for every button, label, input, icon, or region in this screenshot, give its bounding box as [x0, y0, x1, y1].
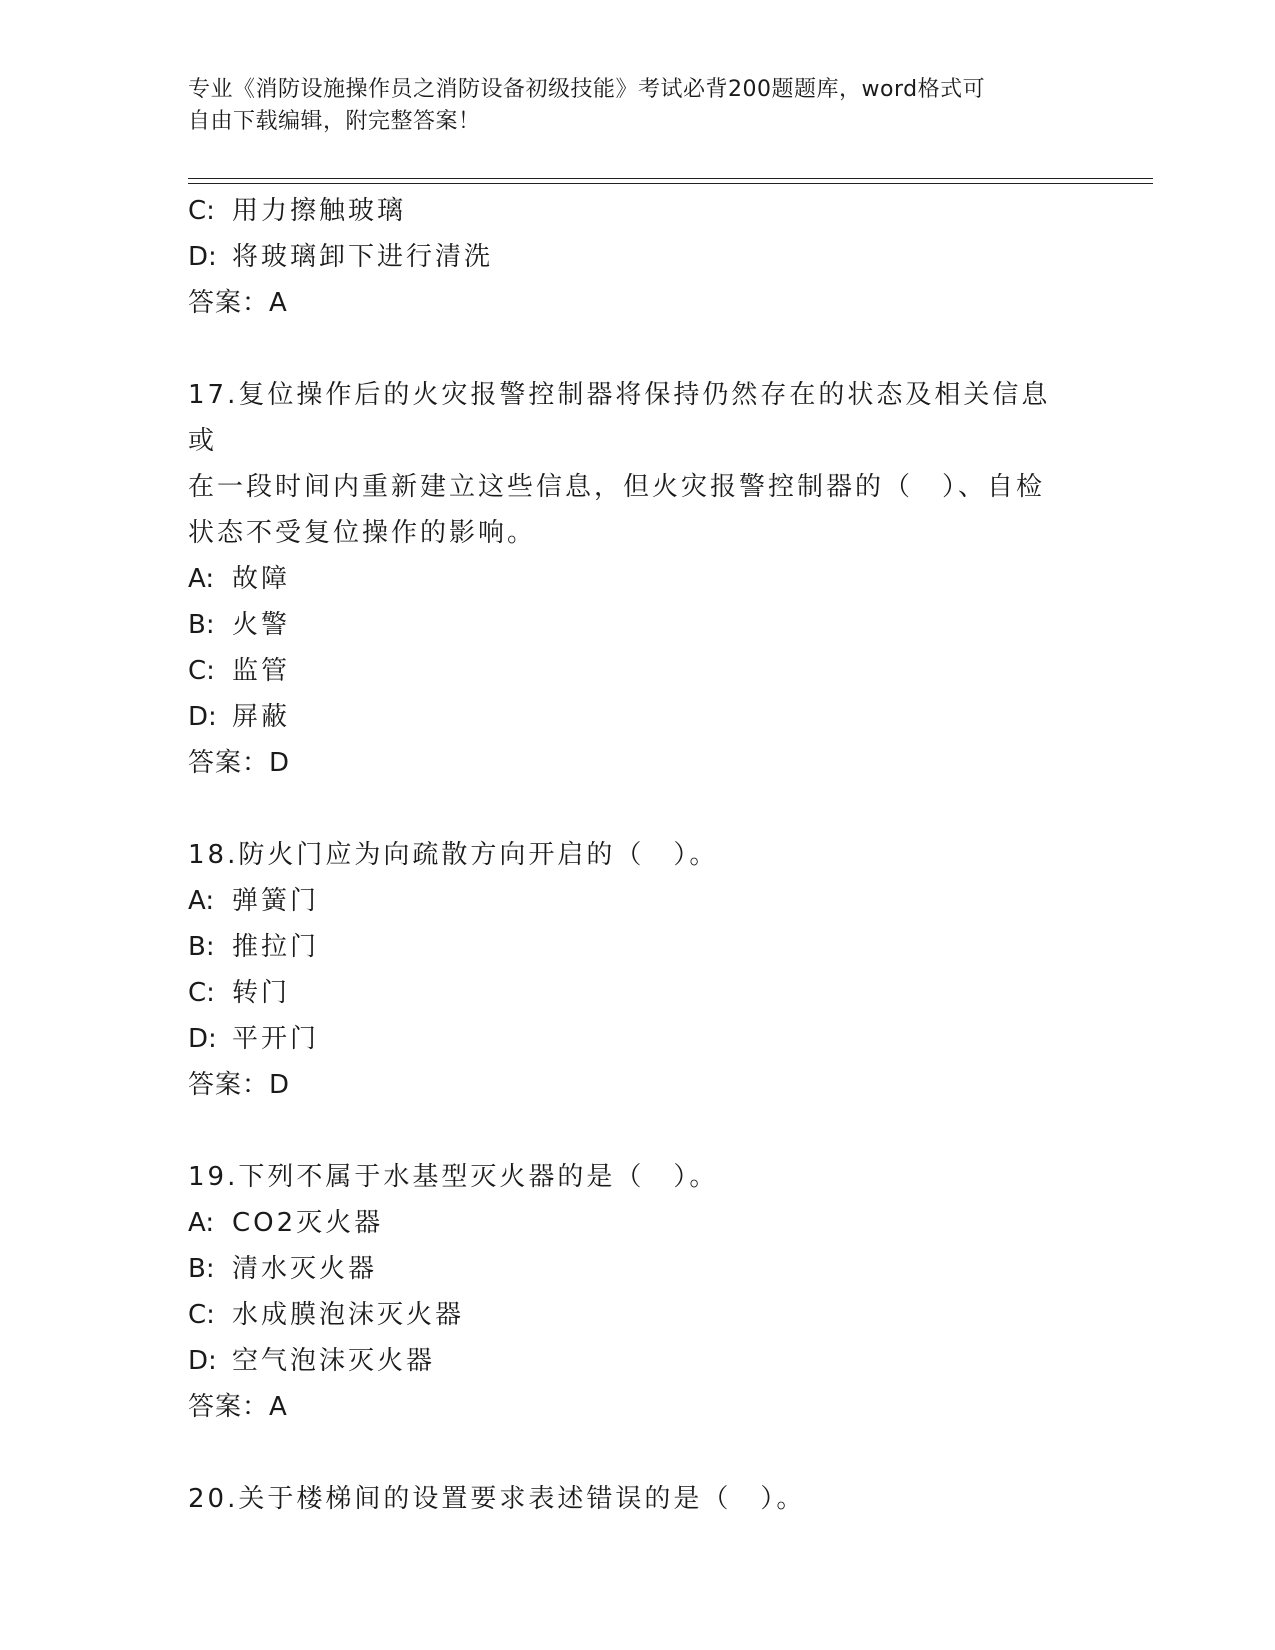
question-stem-line: 17.复位操作后的火灾报警控制器将保持仍然存在的状态及相关信息或 — [188, 380, 1051, 456]
option-key: A: — [188, 886, 215, 916]
answer: 答案：D — [188, 1070, 291, 1100]
option-key: C: — [188, 1300, 215, 1330]
option-b — [188, 924, 1088, 970]
option-text: 故障 — [232, 564, 291, 594]
option-key: A: — [188, 564, 215, 594]
option-text: 转门 — [232, 978, 291, 1008]
spacer — [188, 1430, 1088, 1476]
question-stem-line: 20.关于楼梯间的设置要求表述错误的是（ ）。 — [188, 1484, 806, 1514]
option-text: 弹簧门 — [232, 886, 320, 916]
question-stem-line: 状态不受复位操作的影响。 — [188, 518, 537, 548]
option-text: CO2灭火器 — [232, 1208, 384, 1238]
option-key: D: — [188, 1346, 217, 1376]
answer: 答案：A — [188, 288, 288, 318]
question-18 — [188, 832, 1088, 1108]
option-key: B: — [188, 932, 215, 962]
option-key: C: — [188, 656, 215, 686]
option-text: 平开门 — [232, 1024, 320, 1054]
option-c — [188, 648, 1088, 694]
option-text: 水成膜泡沫灭火器 — [232, 1300, 465, 1330]
question-17 — [188, 372, 1088, 786]
question-stem-line: 19.下列不属于水基型灭火器的是（ ）。 — [188, 1162, 719, 1192]
option-c — [188, 1292, 1088, 1338]
option-c — [188, 970, 1088, 1016]
question-19 — [188, 1154, 1088, 1430]
question-list — [188, 188, 1088, 1522]
document-header — [188, 74, 1068, 138]
question-stem-line: 18.防火门应为向疏散方向开启的（ ）。 — [188, 840, 719, 870]
option-c — [188, 188, 1088, 234]
header-divider — [188, 178, 1153, 184]
option-text: 推拉门 — [232, 932, 320, 962]
question-20 — [188, 1476, 1088, 1522]
option-text: 清水灭火器 — [232, 1254, 378, 1284]
header-title-line-2: 自由下载编辑，附完整答案！ — [188, 109, 481, 134]
option-text: 屏蔽 — [232, 702, 291, 732]
option-b — [188, 1246, 1088, 1292]
option-key: A: — [188, 1208, 215, 1238]
spacer — [188, 786, 1088, 832]
spacer — [188, 326, 1088, 372]
option-d — [188, 234, 1088, 280]
option-text: 监管 — [232, 656, 291, 686]
option-d — [188, 694, 1088, 740]
header-title-line-1: 专业《消防设施操作员之消防设备初级技能》考试必背200题题库，word格式可 — [188, 77, 986, 102]
option-key: B: — [188, 1254, 215, 1284]
answer: 答案：A — [188, 1392, 288, 1422]
option-a — [188, 1200, 1088, 1246]
option-key: D: — [188, 242, 217, 272]
option-b — [188, 602, 1088, 648]
option-key: D: — [188, 1024, 217, 1054]
option-a — [188, 556, 1088, 602]
option-key: C: — [188, 978, 215, 1008]
option-d — [188, 1016, 1088, 1062]
answer: 答案：D — [188, 748, 291, 778]
option-text: 火警 — [232, 610, 291, 640]
spacer — [188, 1108, 1088, 1154]
option-key: B: — [188, 610, 215, 640]
option-text: 用力擦触玻璃 — [232, 196, 407, 226]
option-text: 空气泡沫灭火器 — [232, 1346, 436, 1376]
prev-question-block — [188, 188, 1088, 326]
option-a — [188, 878, 1088, 924]
option-text: 将玻璃卸下进行清洗 — [232, 242, 494, 272]
option-key: D: — [188, 702, 217, 732]
question-stem-line: 在一段时间内重新建立这些信息，但火灾报警控制器的（ ）、自检 — [188, 472, 1046, 502]
option-key: C: — [188, 196, 215, 226]
option-d — [188, 1338, 1088, 1384]
